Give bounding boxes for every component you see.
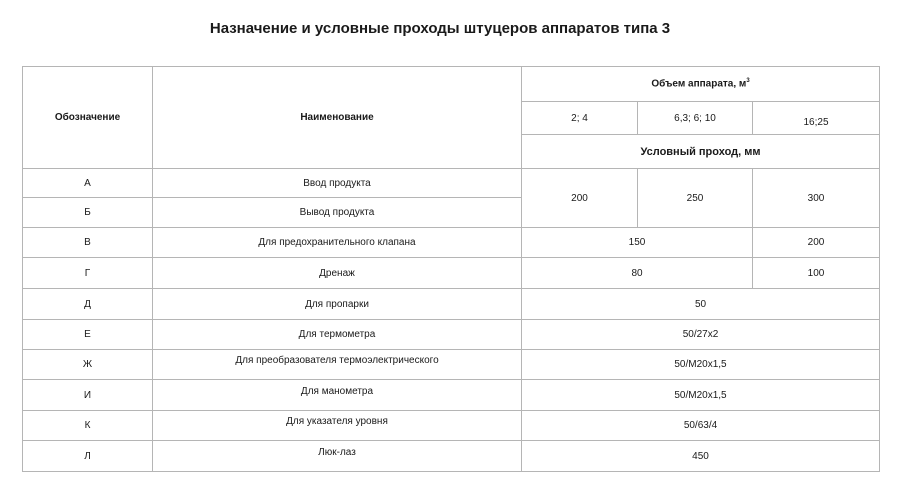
- row-name: Для преобразователя термоэлектрического: [153, 350, 522, 380]
- row-code: Б: [23, 198, 153, 228]
- table-header-row: [23, 67, 880, 102]
- header-designation: Обозначение: [23, 67, 153, 169]
- table-row: [23, 380, 880, 411]
- table-row: [23, 289, 880, 320]
- row-name: Для термометра: [153, 320, 522, 350]
- header-nominal-bore: Условный проход, мм: [522, 135, 880, 169]
- value-cell: 200: [753, 228, 880, 258]
- row-code: Е: [23, 320, 153, 350]
- row-code: Г: [23, 258, 153, 289]
- table-row: [23, 441, 880, 472]
- volume-col-3: 16;25: [753, 102, 880, 135]
- header-volume-label: Объем аппарата, м: [651, 78, 747, 90]
- value-cell: 200: [522, 169, 638, 228]
- value-cell: 50: [522, 289, 880, 320]
- row-name: Вывод продукта: [153, 198, 522, 228]
- row-code: В: [23, 228, 153, 258]
- row-code: К: [23, 411, 153, 441]
- header-name: Наименование: [153, 67, 522, 169]
- row-name: Для пропарки: [153, 289, 522, 320]
- volume-col-2: 6,3; 6; 10: [638, 102, 753, 135]
- header-volume: [522, 67, 880, 102]
- table-row: [23, 169, 880, 198]
- table-row: [23, 228, 880, 258]
- value-cell: 50/М20x1,5: [522, 350, 880, 380]
- value-cell: 150: [522, 228, 753, 258]
- row-name: Для указателя уровня: [153, 411, 522, 441]
- table-row: [23, 350, 880, 380]
- row-code: А: [23, 169, 153, 198]
- value-cell: 250: [638, 169, 753, 228]
- table-row: [23, 411, 880, 441]
- value-cell: 50/М20x1,5: [522, 380, 880, 411]
- row-name: Для предохранительного клапана: [153, 228, 522, 258]
- row-name: Ввод продукта: [153, 169, 522, 198]
- value-cell: 300: [753, 169, 880, 228]
- row-name: Для манометра: [153, 380, 522, 411]
- value-cell: 50/63/4: [522, 411, 880, 441]
- row-name: Люк-лаз: [153, 441, 522, 472]
- fittings-table: [22, 66, 880, 472]
- volume-unit-power: 3: [746, 78, 750, 85]
- row-name: Дренаж: [153, 258, 522, 289]
- row-code: И: [23, 380, 153, 411]
- page-title: Назначение и условные проходы штуцеров аппаратов типа 3: [209, 20, 671, 37]
- table-row: [23, 320, 880, 350]
- row-code: Л: [23, 441, 153, 472]
- value-cell: 80: [522, 258, 753, 289]
- volume-col-1: 2; 4: [522, 102, 638, 135]
- row-code: Д: [23, 289, 153, 320]
- value-cell: 100: [753, 258, 880, 289]
- table-row: [23, 258, 880, 289]
- row-code: Ж: [23, 350, 153, 380]
- value-cell: 450: [522, 441, 880, 472]
- value-cell: 50/27x2: [522, 320, 880, 350]
